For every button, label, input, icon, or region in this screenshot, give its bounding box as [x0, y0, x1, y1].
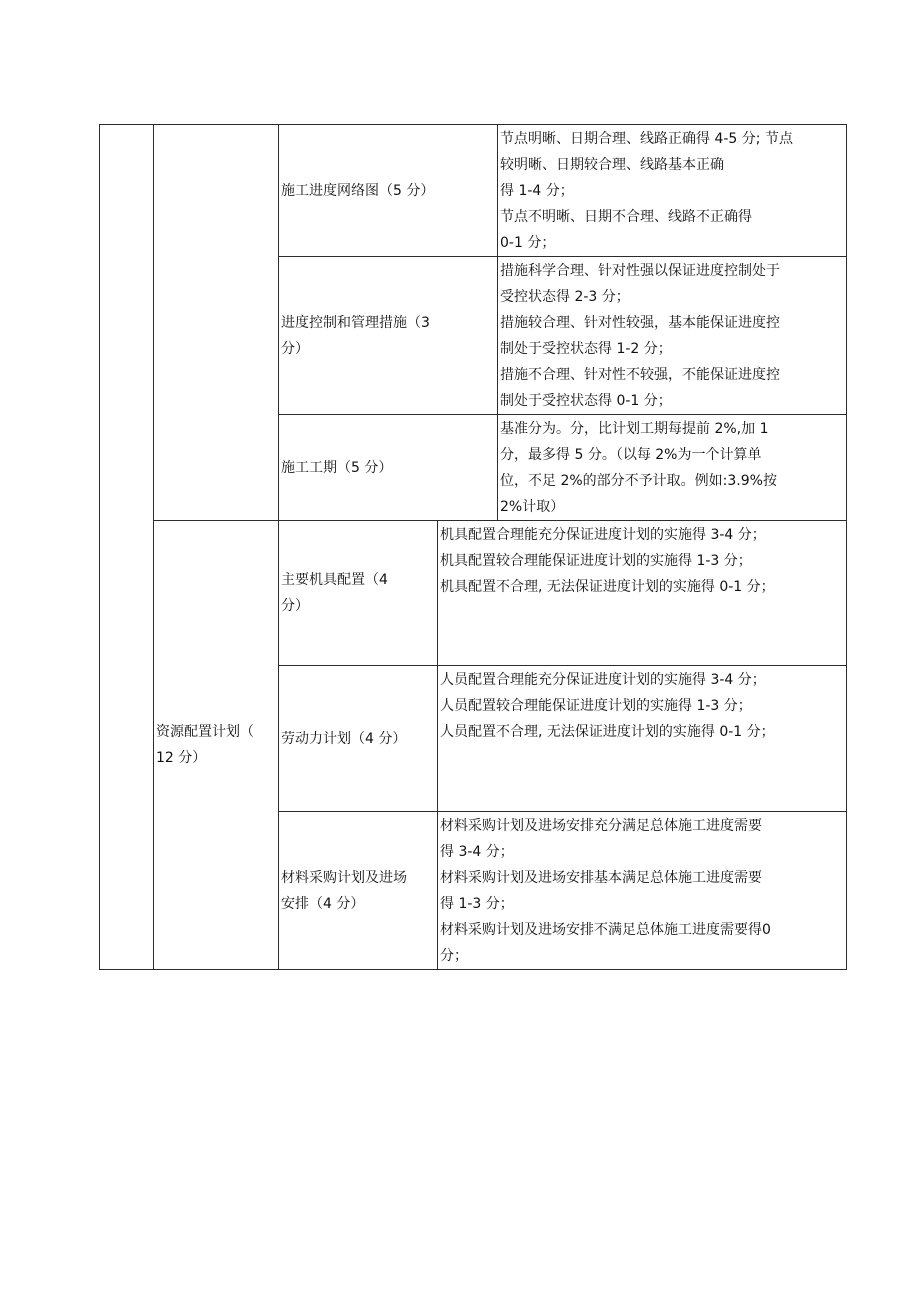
criterion-label-construction-period: 施工工期（5 分）: [279, 415, 498, 521]
criterion-rule-progress-control: 措施科学合理、针对性强以保证进度控制处于 受控状态得 2-3 分； 措施较合理、针对性较强，基本能保证进度控 制处于受控状态得 1-2 分； 措施不合理、针对性不较强，不能保证进度控 制处于受控状态得 0-1 分；: [498, 257, 847, 415]
scoring-table: [99, 124, 847, 970]
empty-category-cell: [154, 125, 279, 521]
criterion-rule-network-diagram: 节点明晰、日期合理、线路正确得 4-5 分; 节点 较明晰、日期较合理、线路基本正确 得 1-4 分； 节点不明晰、日期不合理、线路不正确得 0-1 分；: [498, 125, 847, 257]
table-row-equipment: [100, 521, 847, 666]
criterion-rule-construction-period: 基准分为。分，比计划工期每提前 2%,加 1 分，最多得 5 分。（以每 2%为一个计算单 位，不足 2%的部分不予计取。例如:3.9%按 2%计取）: [498, 415, 847, 521]
criterion-rule-materials: 材料采购计划及进场安排充分满足总体施工进度需要 得 3-4 分； 材料采购计划及进场安排基本满足总体施工进度需要 得 1-3 分； 材料采购计划及进场安排不满足总体施工进度需要得0 分；: [438, 812, 847, 970]
criterion-label-labor: 劳动力计划（4 分）: [279, 666, 438, 812]
table-row-network-diagram: [100, 125, 847, 257]
criterion-label-materials: 材料采购计划及进场 安排（4 分）: [279, 812, 438, 970]
criterion-label-progress-control: 进度控制和管理措施（3 分）: [279, 257, 498, 415]
criterion-label-equipment: 主要机具配置（4 分）: [279, 521, 438, 666]
criterion-rule-equipment: 机具配置合理能充分保证进度计划的实施得 3-4 分； 机具配置较合理能保证进度计划的实施得 1-3 分； 机具配置不合理, 无法保证进度计划的实施得 0-1 分；: [438, 521, 847, 666]
criterion-rule-labor: 人员配置合理能充分保证进度计划的实施得 3-4 分； 人员配置较合理能保证进度计划的实施得 1-3 分； 人员配置不合理, 无法保证进度计划的实施得 0-1 分；: [438, 666, 847, 812]
criterion-label-network-diagram: 施工进度网络图（5 分）: [279, 125, 498, 257]
resource-category-cell: 资源配置计划（ 12 分）: [154, 521, 279, 970]
empty-number-cell: [100, 125, 154, 970]
